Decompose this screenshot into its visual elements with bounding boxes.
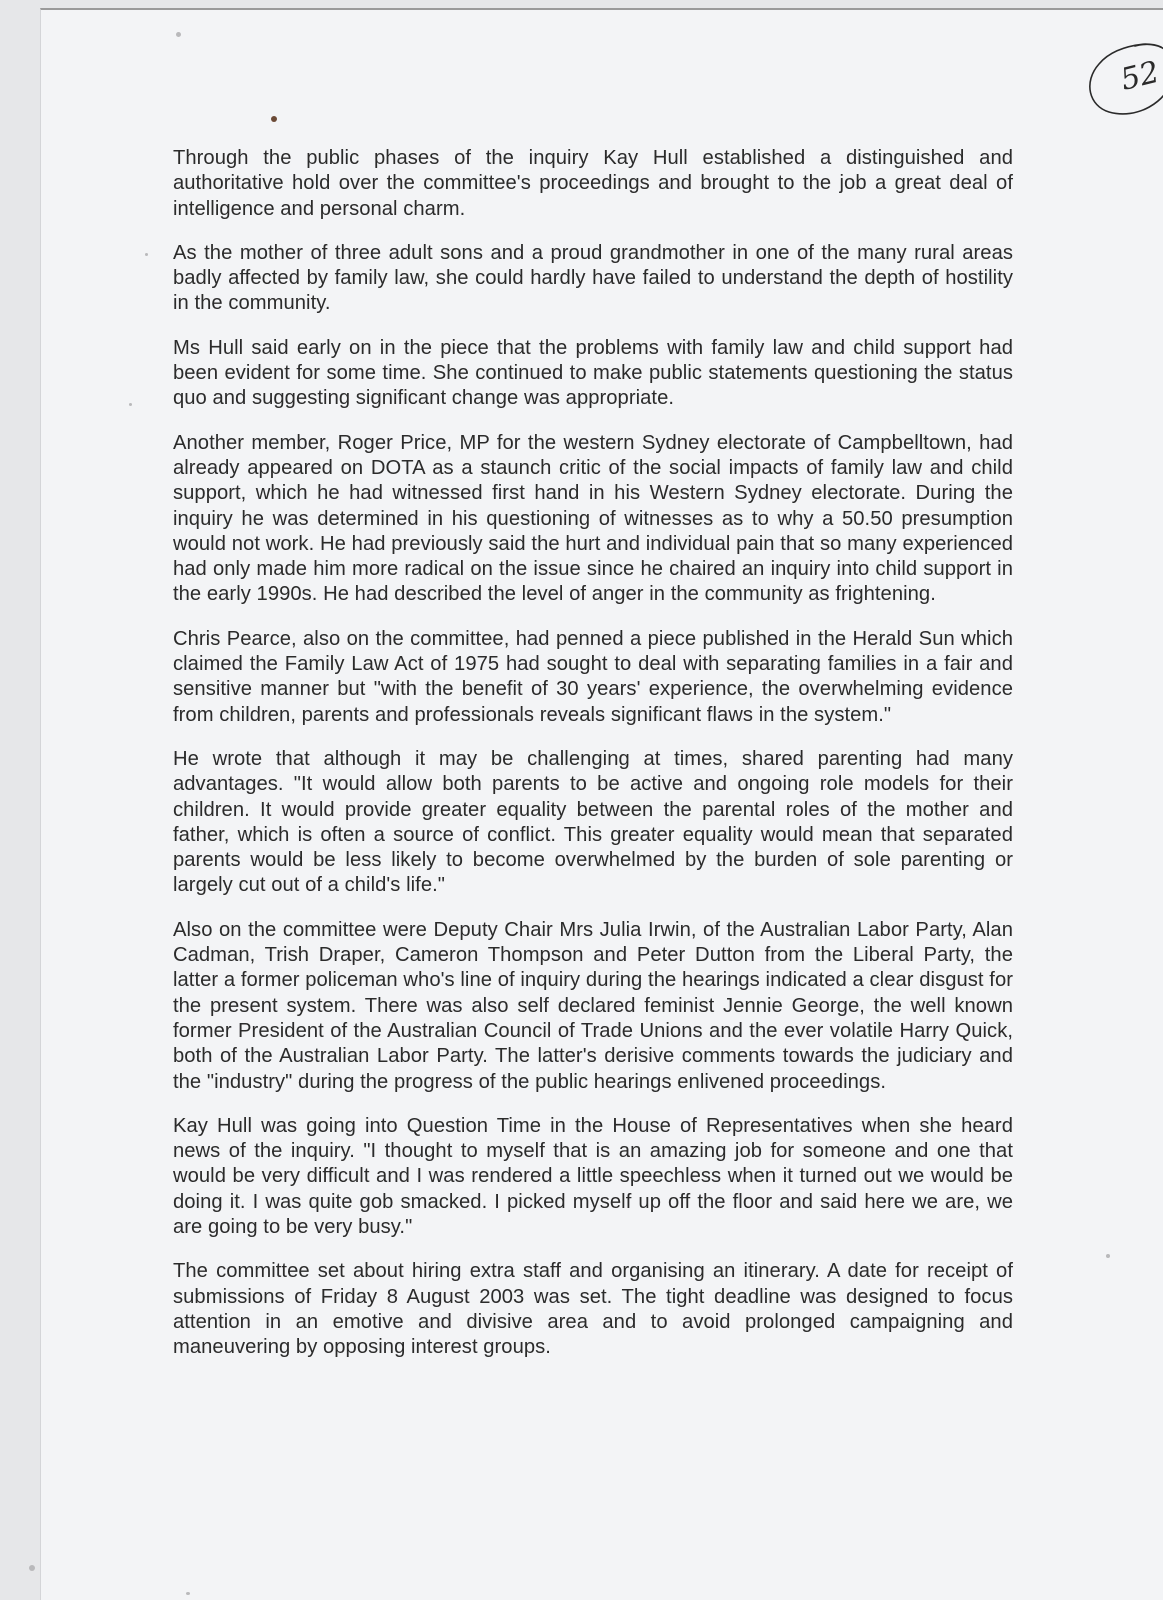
document-page xyxy=(40,8,1163,1600)
page-number-text: 52 xyxy=(1117,54,1163,98)
scan-speck xyxy=(176,32,181,37)
scan-speck xyxy=(145,253,148,256)
paragraph-3: Ms Hull said early on in the piece that the problems with family law and child support had been evident for some time. She continued to make public statements questioning the status quo and suggesting significant change was appropriate. xyxy=(173,336,1013,410)
paragraph-6: He wrote that although it may be challenging at times, shared parenting had many advantages. "It would allow both parents to be active and ongoing role models for their children. It would provide greater equality between the parental roles of the mother and father, which is often a source of conflict. This greater equality would mean that separated parents would be less likely to become overwhelmed by the burden of sole parenting or largely cut out of a child's life." xyxy=(173,747,1013,897)
scan-speck xyxy=(129,403,132,406)
paragraph-4: Another member, Roger Price, MP for the western Sydney electorate of Campbelltown, had already appeared on DOTA as a staunch critic of the social impacts of family law and child support, which he had witnessed first hand in his Western Sydney electorate. During the inquiry he was determined in his questioning of witnesses as to why a 50.50 presumption would not work. He had previously said the hurt and individual pain that so many experienced had only made him more radical on the issue since he chaired an inquiry into child support in the early 1990s. He had described the level of anger in the community as frightening. xyxy=(173,431,1013,606)
paragraph-2: As the mother of three adult sons and a proud grandmother in one of the many rural areas badly affected by family law, she could hardly have failed to understand the depth of hostility in the community. xyxy=(173,241,1013,315)
scan-speck xyxy=(1106,1254,1110,1258)
paragraph-9: The committee set about hiring extra staff and organising an itinerary. A date for receipt of submissions of Friday 8 August 2003 was set. The tight deadline was designed to focus attention in an emotive and divisive area and to avoid prolonged campaigning and maneuvering by opposing interest groups. xyxy=(173,1260,1013,1359)
ink-dot xyxy=(271,116,277,122)
paragraph-7: Also on the committee were Deputy Chair Mrs Julia Irwin, of the Australian Labor Party, Alan Cadman, Trish Draper, Cameron Thompson and Peter Dutton from the Liberal Party, the latter a former policeman who's line of inquiry during the hearings indicated a clear disgust for the present system. There was also self declared feminist Jennie George, the well known former President of the Australian Council of Trade Unions and the ever volatile Harry Quick, both of the Australian Labor Party. The latter's derisive comments towards the judiciary and the "industry" during the progress of the public hearings enlivened proceedings. xyxy=(173,918,1013,1093)
scan-speck xyxy=(186,1592,190,1595)
body-text xyxy=(173,146,1013,1360)
paragraph-8: Kay Hull was going into Question Time in the House of Representatives when she heard news of the inquiry. "I thought to myself that is an amazing job for someone and one that would be very difficult and I was rendered a little speechless when it turned out we would be doing it. I was quite gob smacked. I picked myself up off the floor and said here we are, we are going to be very busy." xyxy=(173,1114,1013,1238)
handwritten-page-number-circle xyxy=(1087,38,1163,128)
paragraph-5: Chris Pearce, also on the committee, had penned a piece published in the Herald Sun which claimed the Family Law Act of 1975 had sought to deal with separating families in a fair and sensitive manner but "with the benefit of 30 years' experience, the overwhelming evidence from children, parents and professionals reveals significant flaws in the system." xyxy=(173,627,1013,726)
circled-page-number-icon xyxy=(1087,38,1163,128)
paragraph-1: Through the public phases of the inquiry Kay Hull established a distinguished and authoritative hold over the committee's proceedings and brought to the job a great deal of intelligence and personal charm. xyxy=(173,147,1013,220)
scan-speck xyxy=(29,1565,35,1571)
